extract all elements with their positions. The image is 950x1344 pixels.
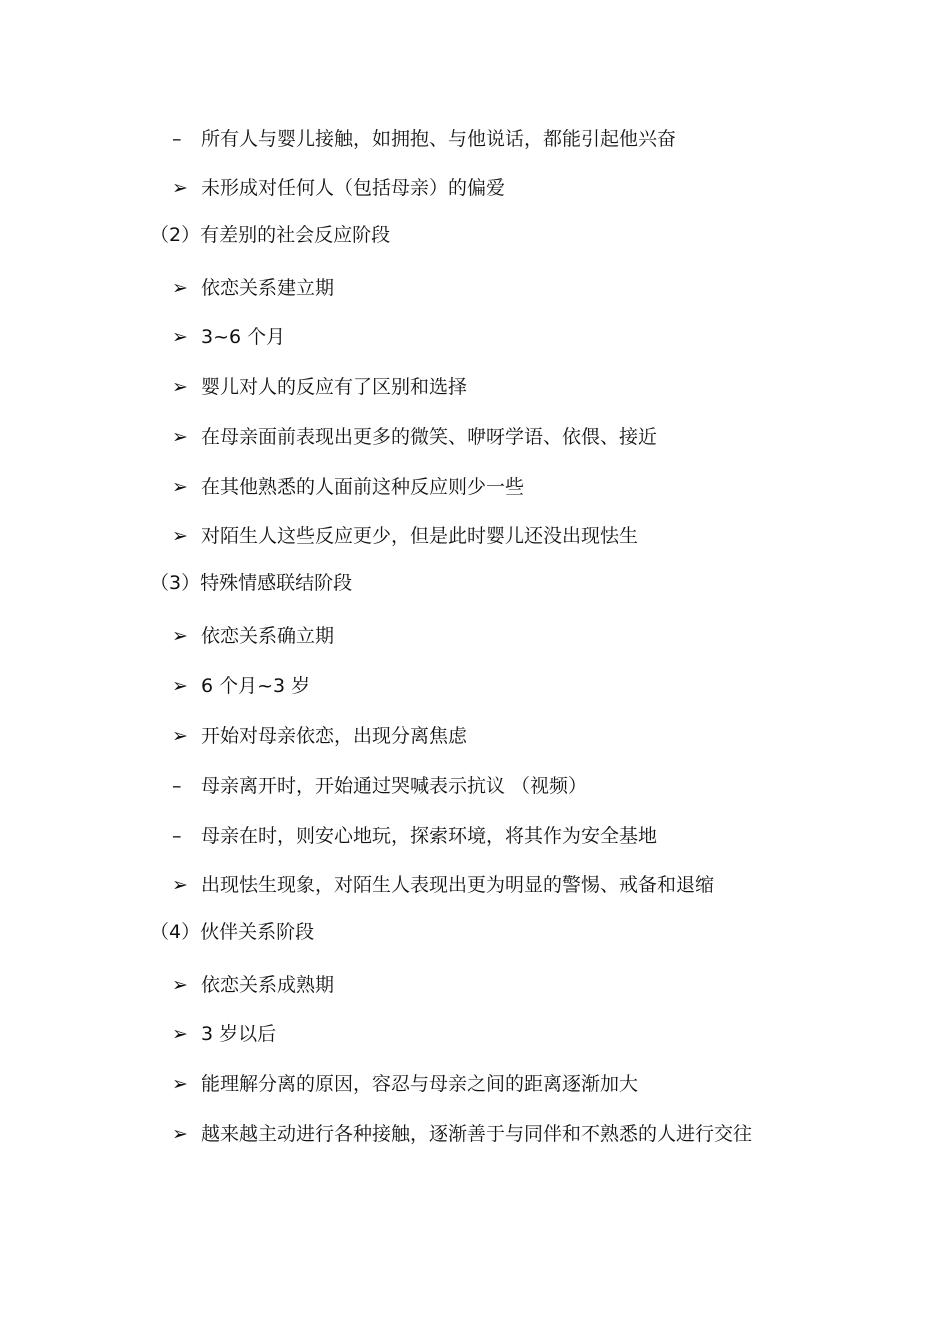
list-item-text: 出现怯生现象，对陌生人表现出更为明显的警惕、戒备和退缩	[201, 874, 715, 896]
arrow-bullet-icon: ➢	[172, 675, 188, 697]
section-4-heading: （4）伙伴关系阶段	[150, 921, 315, 943]
list-item-text: 依恋关系成熟期	[201, 974, 335, 996]
dash-bullet: –	[172, 128, 182, 150]
arrow-bullet-icon: ➢	[172, 725, 188, 747]
section-3-heading: （3）特殊情感联结阶段	[150, 572, 353, 594]
arrow-bullet-icon: ➢	[172, 376, 188, 398]
list-item-text: 母亲在时，则安心地玩，探索环境，将其作为安全基地	[201, 825, 658, 847]
list-item-text: 在母亲面前表现出更多的微笑、咿呀学语、依偎、接近	[201, 426, 658, 448]
arrow-bullet-icon: ➢	[172, 1123, 188, 1145]
arrow-bullet-icon: ➢	[172, 974, 188, 996]
arrow-bullet-icon: ➢	[172, 476, 188, 498]
arrow-bullet-icon: ➢	[172, 426, 188, 448]
list-item-text: 对陌生人这些反应更少，但是此时婴儿还没出现怯生	[201, 525, 639, 547]
list-item-text: 3 岁以后	[201, 1023, 277, 1045]
arrow-bullet-icon: ➢	[172, 625, 188, 647]
list-item-text: 依恋关系确立期	[201, 625, 335, 647]
arrow-bullet-icon: ➢	[172, 177, 188, 199]
list-item-text: 在其他熟悉的人面前这种反应则少一些	[201, 476, 525, 498]
arrow-bullet-icon: ➢	[172, 277, 188, 299]
arrow-bullet-icon: ➢	[172, 1023, 188, 1045]
list-item-text: 婴儿对人的反应有了区别和选择	[201, 376, 468, 398]
dash-bullet: –	[172, 825, 182, 847]
arrow-bullet-icon: ➢	[172, 525, 188, 547]
arrow-bullet-icon: ➢	[172, 1073, 188, 1095]
list-item-text: 开始对母亲依恋，出现分离焦虑	[201, 725, 468, 747]
arrow-bullet-icon: ➢	[172, 874, 188, 896]
list-item-text: 所有人与婴儿接触，如拥抱、与他说话，都能引起他兴奋	[201, 128, 677, 150]
list-item-text: 越来越主动进行各种接触，逐渐善于与同伴和不熟悉的人进行交往	[201, 1123, 753, 1145]
list-item-text: 3~6 个月	[201, 326, 286, 348]
list-item-text: 母亲离开时，开始通过哭喊表示抗议 （视频）	[201, 775, 588, 797]
arrow-bullet-icon: ➢	[172, 326, 188, 348]
section-2-heading: （2）有差别的社会反应阶段	[150, 224, 391, 246]
list-item-text: 未形成对任何人（包括母亲）的偏爱	[201, 177, 506, 199]
list-item-text: 依恋关系建立期	[201, 277, 335, 299]
dash-bullet: –	[172, 775, 182, 797]
list-item-text: 6 个月~3 岁	[201, 675, 311, 697]
list-item-text: 能理解分离的原因，容忍与母亲之间的距离逐渐加大	[201, 1073, 639, 1095]
